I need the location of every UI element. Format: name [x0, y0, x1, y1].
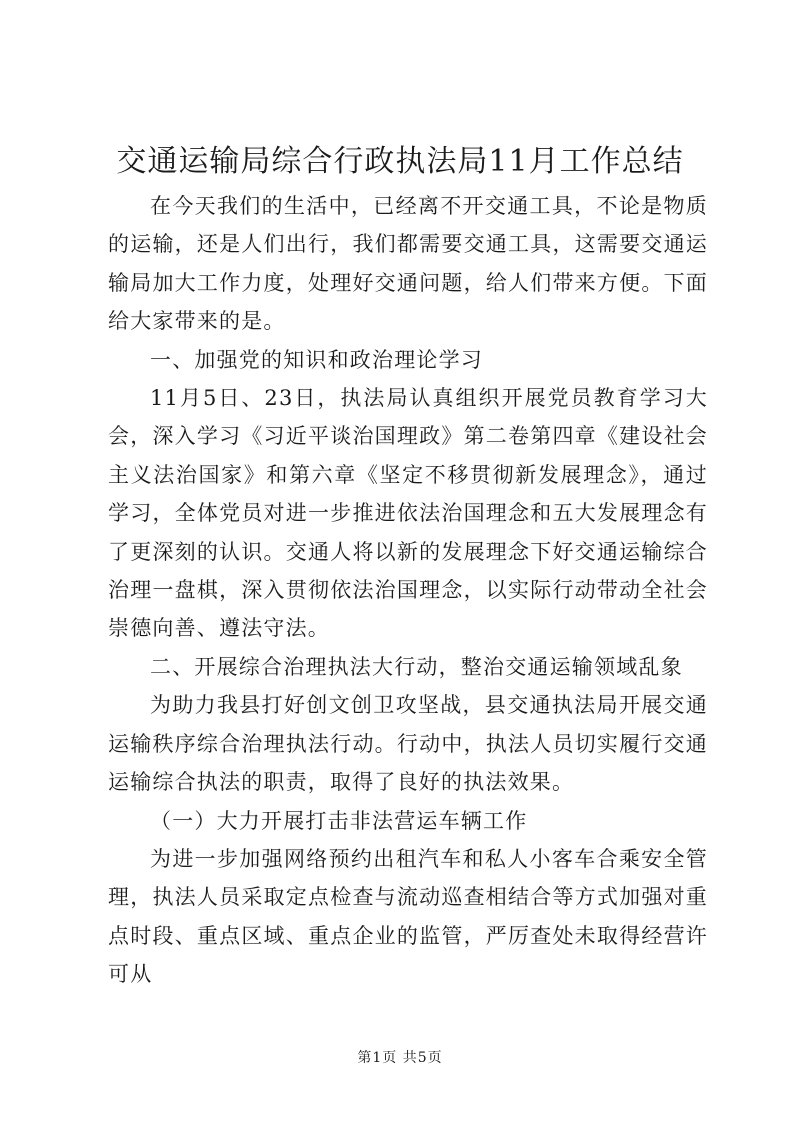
- document-title: 交通运输局综合行政执法局11月工作总结: [116, 144, 684, 179]
- section-heading-1: 一、加强党的知识和政治理论学习: [150, 347, 483, 372]
- document-body: [108, 187, 708, 994]
- paragraph-intro: 在今天我们的生活中，已经离不开交通工具，不论是物质的运输，还是人们出行，我们都需要交通工具，这需要交通运输局加大工作力度，处理好交通问题，给人们带来方便。下面给大家带来的是。: [108, 194, 708, 334]
- paragraph-crackdown: 为进一步加强网络预约出租汽车和私人小客车合乘安全管理，执法人员采取定点检查与流动巡查相结合等方式加强对重点时段、重点区域、重点企业的监管，严厉查处未取得经营许可从: [108, 846, 708, 987]
- paragraph-action: 为助力我县打好创文创卫攻坚战，县交通执法局开展交通运输秩序综合治理执法行动。行动中，执法人员切实履行交通运输综合执法的职责，取得了良好的执法效果。: [108, 693, 708, 795]
- paragraph-study: 11月5日、23日，执法局认真组织开展党员教育学习大会，深入学习《习近平谈治国理政》第二卷第四章《建设社会主义法治国家》和第六章《坚定不移贯彻新发展理念》，通过学习，全体党员对进一步推进依法治国理念和五大发展理念有了更深刻的认识。交通人将以新的发展理念下好交通运输综合治理一盘棋，深入贯彻依法治国理念，以实际行动带动全社会崇德向善、遵法守法。: [108, 386, 708, 641]
- page-footer: 第1页 共5页: [357, 1050, 443, 1066]
- subsection-heading-1: （一）大力开展打击非法营运车辆工作: [150, 808, 528, 833]
- section-heading-2: 二、开展综合治理执法大行动，整治交通运输领域乱象: [150, 654, 683, 679]
